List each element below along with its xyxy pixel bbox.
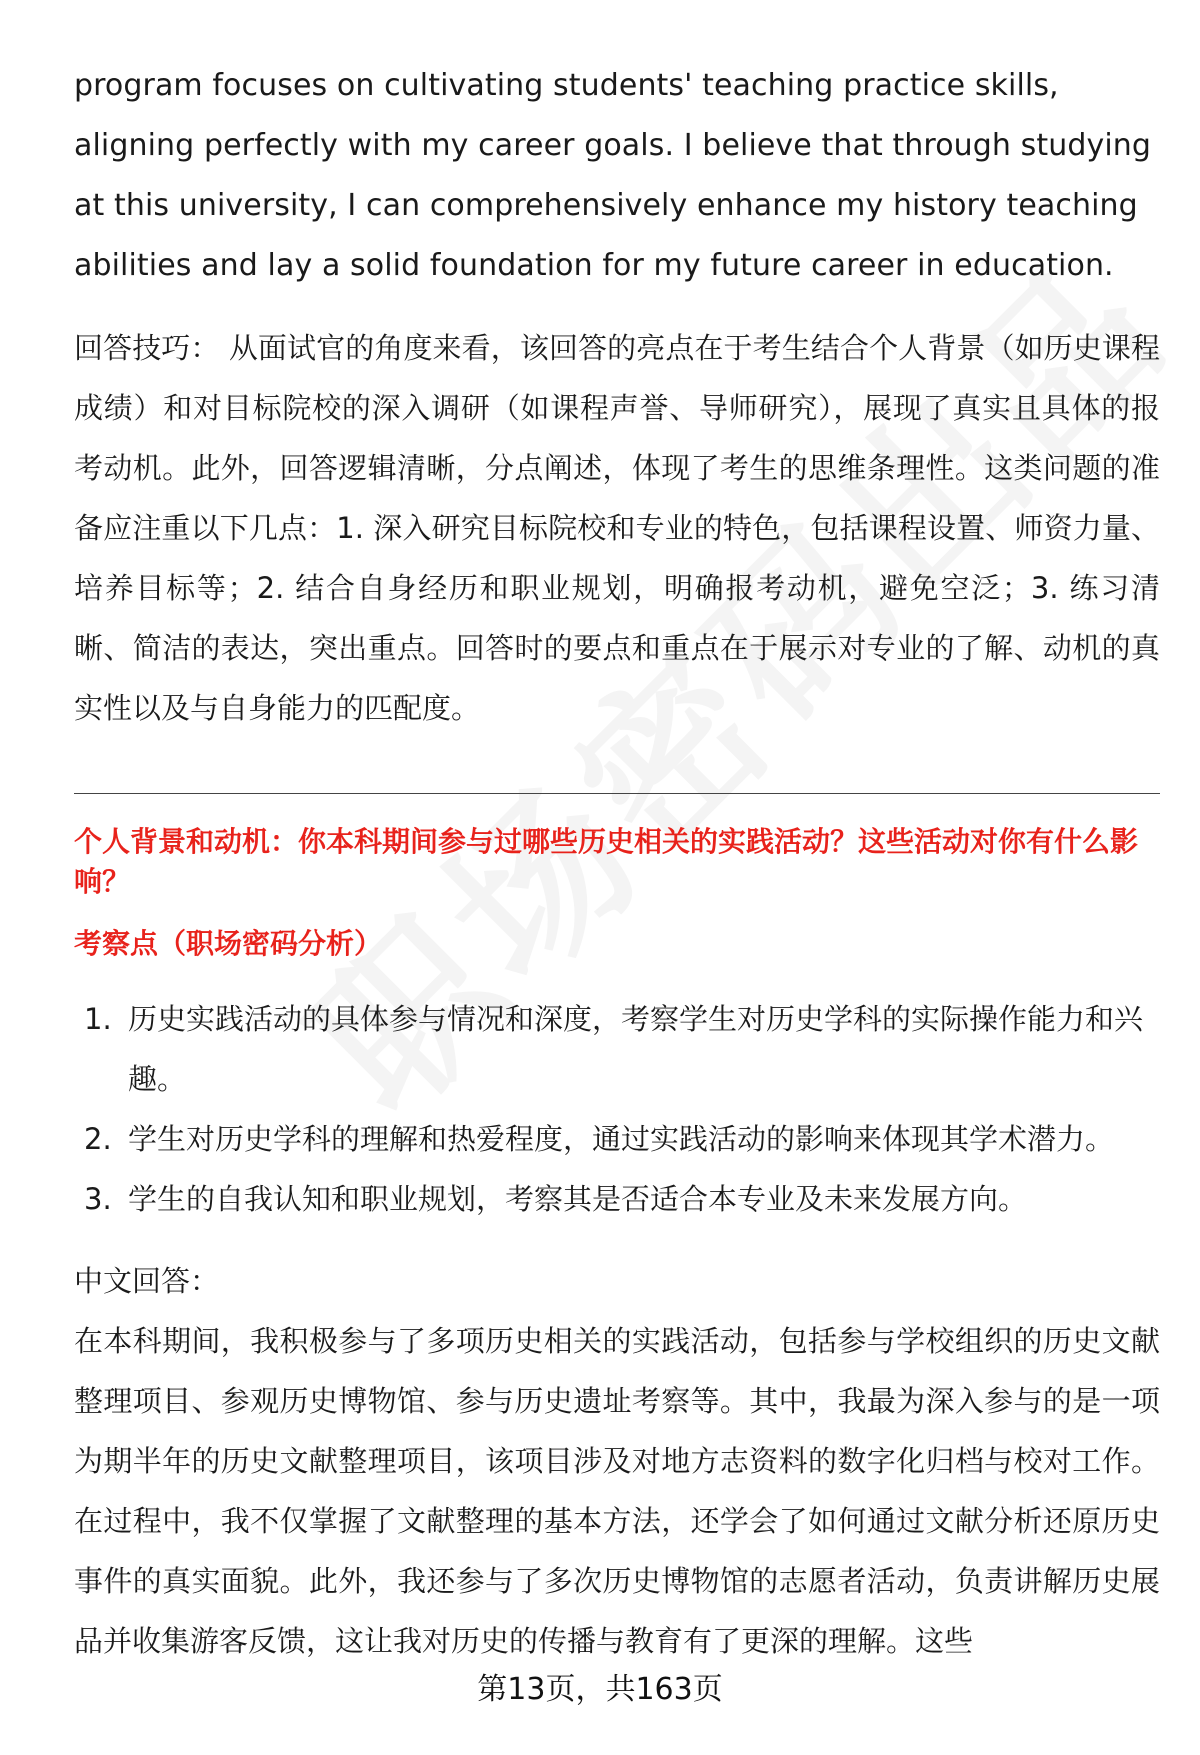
section-divider (74, 793, 1160, 794)
question-heading: 个人背景和动机：你本科期间参与过哪些历史相关的实践活动？这些活动对你有什么影响？ (74, 825, 1139, 898)
list-item-text: 学生的自我认知和职业规划，考察其是否适合本专业及未来发展方向。 (128, 1182, 1028, 1216)
list-item (74, 1169, 1160, 1229)
chinese-answer-paragraph: 在本科期间，我积极参与了多项历史相关的实践活动，包括参与学校组织的历史文献整理项目、参观历史博物馆、参与历史遗址考察等。其中，我最为深入参与的是一项为期半年的历史文献整理项目，该项目涉及对地方志资料的数字化归档与校对工作。在过程中，我不仅掌握了文献整理的基本方法，还学会了如何通过文献分析还原历史事件的真实面貌。此外，我还参与了多次历史博物馆的志愿者活动，负责讲解历史展品并收集游客反馈，这让我对历史的传播与教育有了更深的理解。这些 (74, 1324, 1160, 1658)
list-item (74, 989, 1160, 1109)
examine-points-heading: 考察点（职场密码分析） (74, 927, 383, 960)
document-page (74, 56, 1160, 1671)
list-item-text: 历史实践活动的具体参与情况和深度，考察学生对历史学科的实际操作能力和兴趣。 (128, 1002, 1144, 1096)
list-item-text: 学生对历史学科的理解和热爱程度，通过实践活动的影响来体现其学术潜力。 (128, 1122, 1115, 1156)
answer-tips-paragraph: 回答技巧： 从面试官的角度来看，该回答的亮点在于考生结合个人背景（如历史课程成绩）和对目标院校的深入调研（如课程声誉、导师研究），展现了真实且具体的报考动机。此外，回答逻辑清晰，分点阐述，体现了考生的思维条理性。这类问题的准备应注重以下几点：1. 深入研究目标院校和专业的特色，包括课程设置、师资力量、培养目标等；2. 结合自身经历和职业规划，明确报考动机，避免空泛；3. 练习清晰、简洁的表达，突出重点。回答时的要点和重点在于展示对专业的了解、动机的真实性以及与自身能力的匹配度。 (74, 331, 1160, 725)
list-item (74, 1109, 1160, 1169)
english-answer-paragraph: program focuses on cultivating students' teaching practice skills, aligning perfectly with my career goals. I believe that through studying at this university, I can comprehensively enhance my history teaching abilities and lay a solid foundation for my future career in education. (74, 68, 1152, 283)
examine-points-list (74, 989, 1160, 1229)
page-number-footer: 第13页，共163页 (477, 1672, 723, 1707)
list-item-number: 3. (84, 1182, 112, 1216)
list-item-number: 2. (84, 1122, 112, 1156)
list-item-number: 1. (84, 1002, 112, 1036)
chinese-answer-label: 中文回答： (74, 1264, 220, 1298)
